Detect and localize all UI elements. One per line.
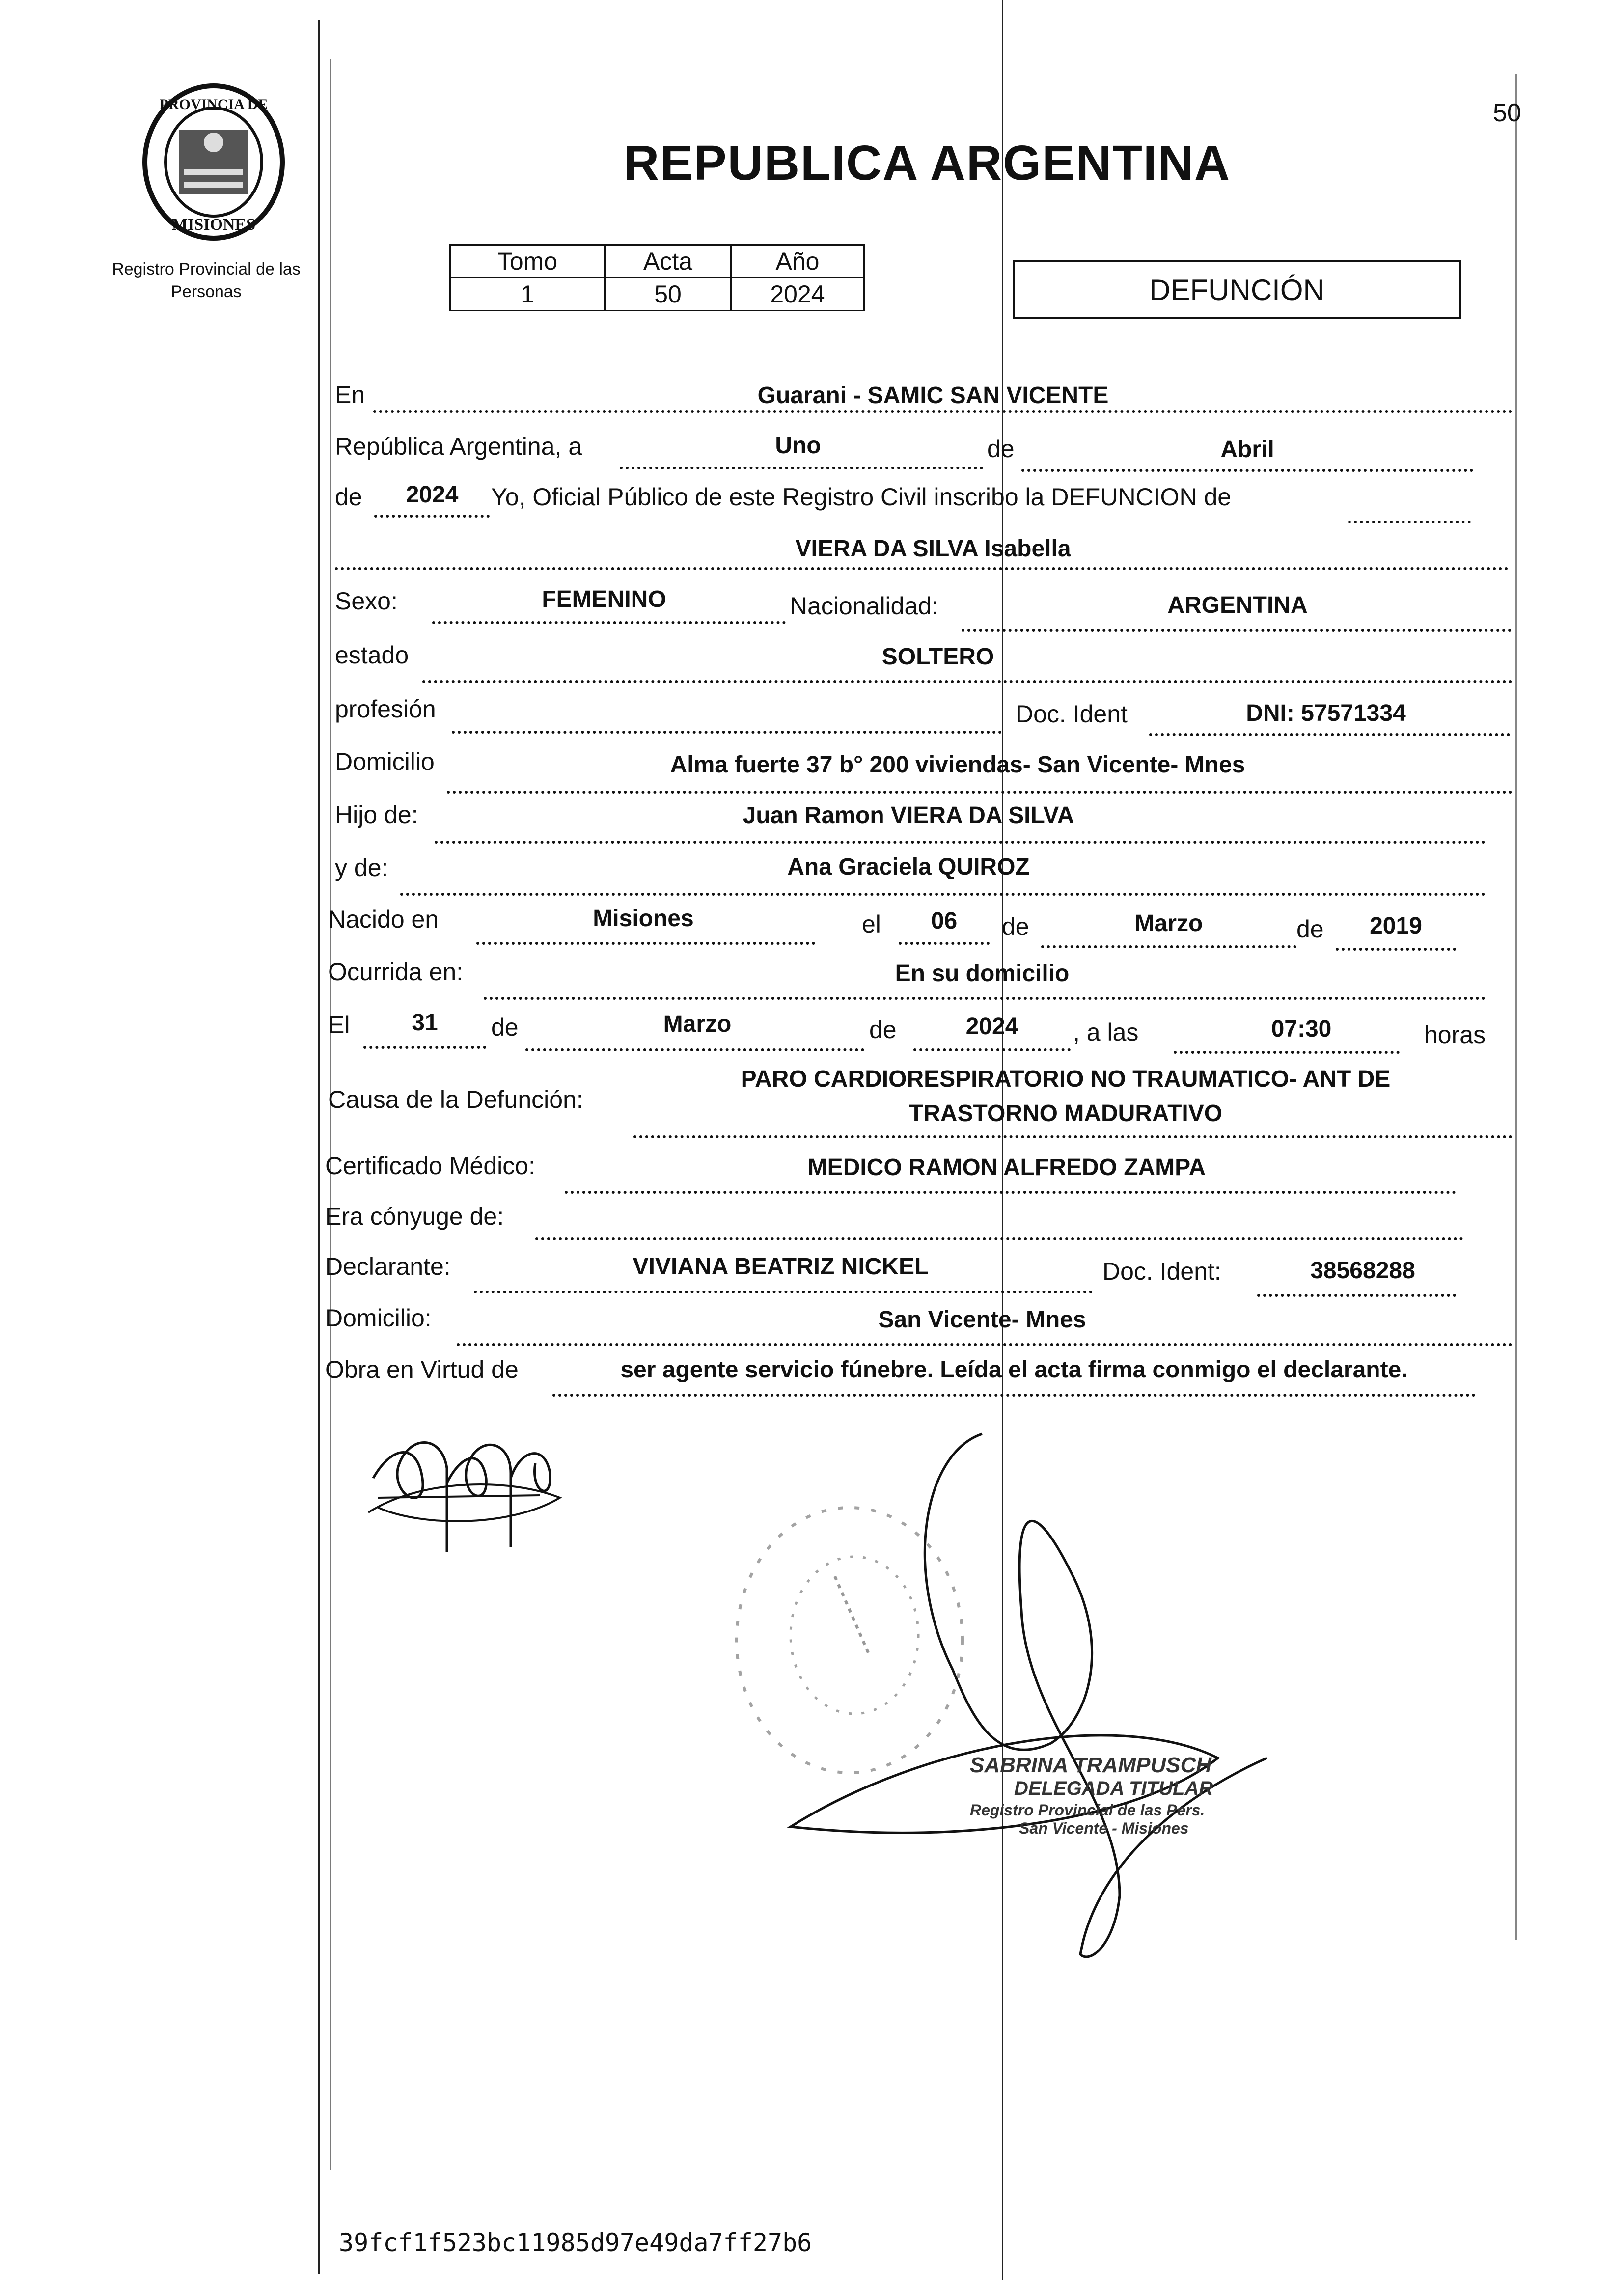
sexo-label: Sexo:	[335, 587, 398, 615]
profesion-label: profesión	[335, 695, 436, 723]
value-anio: 2024	[731, 278, 864, 311]
obra-value: ser agente servicio fúnebre. Leída el acta firma conmigo el declarante.	[620, 1357, 1408, 1383]
domicilio-label: Domicilio	[335, 748, 435, 775]
scan-line-left-2	[330, 59, 331, 2170]
tomo-acta-table	[449, 244, 865, 311]
official-signature	[776, 1424, 1287, 1974]
official-name: SABRINA TRAMPUSCH	[970, 1753, 1212, 1777]
def-de-label-2: de	[869, 1016, 897, 1044]
official-office-line1: Registro Provincial de las Pers.	[970, 1801, 1205, 1819]
domicilio-value: Alma fuerte 37 b° 200 viviendas- San Vicente- Mnes	[670, 752, 1245, 778]
official-role: DELEGADA TITULAR	[1014, 1778, 1213, 1799]
declarant-signature	[363, 1414, 579, 1557]
dotted-line	[476, 942, 815, 945]
nacido-lugar-value: Misiones	[593, 906, 694, 932]
def-dia-value: 31	[412, 1010, 438, 1036]
conyuge-label: Era cónyuge de:	[325, 1203, 504, 1230]
svg-text:PROVINCIA DE: PROVINCIA DE	[159, 96, 268, 112]
causa-label: Causa de la Defunción:	[328, 1086, 583, 1113]
dotted-line	[1041, 945, 1296, 948]
scan-line-left	[318, 20, 320, 2274]
value-tomo: 1	[450, 278, 605, 311]
nac-mes-value: Marzo	[1134, 910, 1203, 936]
padre-value: Juan Ramon VIERA DA SILVA	[743, 802, 1074, 828]
certificado-value: MEDICO RAMON ALFREDO ZAMPA	[807, 1154, 1206, 1181]
decl-doc-value: 38568288	[1310, 1258, 1415, 1284]
sexo-value: FEMENINO	[542, 586, 666, 612]
header-acta: Acta	[605, 245, 731, 278]
anio-value: 2024	[406, 482, 459, 508]
dotted-line	[552, 1394, 1476, 1397]
de-label: de	[987, 435, 1015, 463]
mes-value: Abril	[1220, 437, 1274, 463]
dotted-line	[1174, 1051, 1400, 1054]
nac-de-label-2: de	[1296, 915, 1324, 943]
dia-value: Uno	[775, 433, 821, 459]
de-label-2: de	[335, 483, 362, 511]
def-mes-value: Marzo	[663, 1011, 732, 1037]
dotted-line	[525, 1048, 864, 1051]
hijo-label: Hijo de:	[335, 801, 418, 828]
dotted-line	[633, 1135, 1513, 1138]
inscribo-text: Yo, Oficial Público de este Registro Civil inscribo la DEFUNCION de	[491, 483, 1232, 511]
hora-value: 07:30	[1271, 1016, 1332, 1042]
dotted-line	[913, 1048, 1071, 1051]
y-de-label: y de:	[335, 854, 388, 881]
fecha-label: República Argentina, a	[335, 433, 582, 460]
declarante-value: VIVIANA BEATRIZ NICKEL	[633, 1254, 929, 1280]
a-las-label: , a las	[1073, 1018, 1139, 1046]
header-anio: Año	[731, 245, 864, 278]
el2-label: El	[328, 1011, 350, 1039]
ocurrida-value: En su domicilio	[895, 961, 1070, 987]
dotted-line	[447, 791, 1513, 794]
ocurrida-label: Ocurrida en:	[328, 958, 464, 986]
lugar-value: Guarani - SAMIC SAN VICENTE	[757, 383, 1109, 409]
certificado-label: Certificado Médico:	[325, 1152, 535, 1180]
dotted-line	[374, 515, 490, 518]
document-hash: 39fcf1f523bc11985d97e49da7ff27b6	[339, 2228, 812, 2257]
svg-text:MISIONES: MISIONES	[171, 216, 256, 234]
nacido-label: Nacido en	[328, 906, 439, 933]
nac-dia-value: 06	[931, 908, 958, 934]
value-acta: 50	[605, 278, 731, 311]
doc-ident-label: Doc. Ident	[1016, 700, 1128, 728]
dotted-line	[484, 997, 1486, 1000]
provincial-seal	[138, 83, 290, 246]
page-number: 50	[1493, 99, 1521, 127]
nombre-value: VIERA DA SILVA Isabella	[795, 536, 1071, 562]
obra-label: Obra en Virtud de	[325, 1356, 519, 1383]
dotted-line	[400, 893, 1486, 896]
dotted-line	[1336, 948, 1456, 951]
document-type: DEFUNCIÓN	[1149, 273, 1324, 306]
dotted-line	[363, 1046, 486, 1049]
dotted-line	[335, 567, 1509, 570]
dotted-line	[373, 410, 1513, 413]
def-anio-value: 2024	[965, 1014, 1018, 1040]
dotted-line	[457, 1343, 1513, 1346]
causa-value-line2: TRASTORNO MADURATIVO	[908, 1100, 1223, 1126]
dotted-line	[899, 942, 990, 945]
dotted-line	[432, 621, 786, 624]
dotted-line	[452, 731, 1002, 734]
decl-domicilio-label: Domicilio:	[325, 1304, 432, 1332]
dotted-line	[565, 1191, 1456, 1194]
official-office-line2: San Vicente - Misiones	[1019, 1819, 1189, 1837]
def-de-label: de	[491, 1014, 519, 1041]
dotted-line	[1257, 1294, 1456, 1297]
doc-ident-value: DNI: 57571334	[1246, 700, 1406, 726]
decl-domicilio-value: San Vicente- Mnes	[878, 1307, 1086, 1333]
horas-label: horas	[1424, 1021, 1486, 1048]
dotted-line	[474, 1291, 1093, 1293]
decl-doc-label: Doc. Ident:	[1102, 1258, 1221, 1285]
page-title: REPUBLICA ARGENTINA	[624, 136, 1231, 191]
declarante-label: Declarante:	[325, 1253, 451, 1280]
document-type-box	[1013, 260, 1461, 319]
estado-label: estado	[335, 641, 409, 669]
nacionalidad-label: Nacionalidad:	[790, 592, 938, 620]
dotted-line	[535, 1237, 1463, 1240]
nac-de-label: de	[1002, 913, 1029, 940]
dotted-line	[1021, 469, 1473, 472]
dotted-line	[1348, 521, 1471, 523]
causa-value-line1: PARO CARDIORESPIRATORIO NO TRAUMATICO- ANT DE	[741, 1066, 1391, 1092]
lugar-label: En	[335, 381, 365, 409]
estado-value: SOLTERO	[881, 644, 994, 670]
nacionalidad-value: ARGENTINA	[1167, 592, 1308, 618]
dotted-line	[1149, 733, 1510, 736]
dotted-line	[435, 841, 1486, 844]
scan-line-right	[1515, 74, 1517, 1940]
nac-anio-value: 2019	[1370, 913, 1422, 939]
registry-name: Registro Provincial de las Personas	[112, 260, 301, 301]
dotted-line	[962, 629, 1512, 632]
dotted-line	[422, 680, 1513, 683]
madre-value: Ana Graciela QUIROZ	[787, 854, 1030, 880]
el-label: el	[862, 910, 881, 938]
dotted-line	[620, 467, 983, 469]
header-tomo: Tomo	[450, 245, 605, 278]
